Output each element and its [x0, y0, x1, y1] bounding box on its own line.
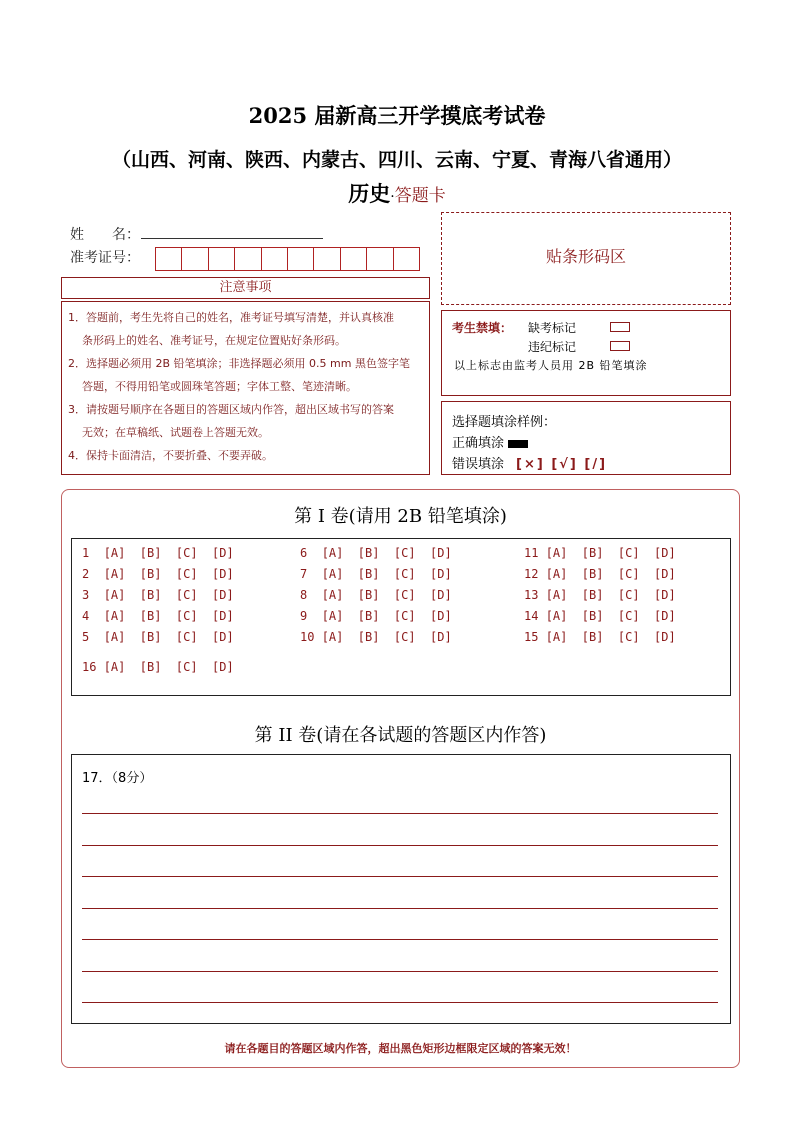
choice-question-4[interactable] — [82, 609, 234, 623]
notice-item: 1．答题前，考生先将自己的姓名，准考证号填写清楚，并认真核准 — [68, 311, 394, 324]
choice-question-1[interactable] — [82, 546, 234, 560]
answer-line[interactable] — [82, 1002, 718, 1003]
question-number: 1 — [82, 546, 104, 560]
question-number: 11 — [524, 546, 546, 560]
fill-sample-title: 选择题填涂样例： — [452, 415, 557, 430]
subject-heading — [0, 178, 794, 208]
answer-options[interactable]: [A] [B] [C] [D] — [103, 660, 234, 674]
notice-item: 3．请按题号顺序在各题目的答题区域内作答，超出区域书写的答案 — [68, 403, 394, 416]
answer-options[interactable]: [A] [B] [C] [D] — [321, 630, 452, 644]
answer-options[interactable]: [A] [B] [C] [D] — [321, 567, 452, 581]
choice-question-7[interactable] — [300, 567, 452, 581]
question-number: 7 — [300, 567, 322, 581]
question-number: 4 — [82, 609, 104, 623]
notice-item: 4．保持卡面清洁，不要折叠、不要弄破。 — [68, 449, 273, 462]
answer-options[interactable]: [A] [B] [C] [D] — [103, 609, 234, 623]
answer-options[interactable]: [A] [B] [C] [D] — [103, 546, 234, 560]
proctor-note: 以上标志由监考人员用 2B 铅笔填涂 — [454, 359, 648, 372]
answer-options[interactable]: [A] [B] [C] [D] — [103, 567, 234, 581]
id-digit-box[interactable] — [209, 248, 235, 270]
footer-warning: 请在各题目的答题区域内作答，超出黑色矩形边框限定区域的答案无效！ — [224, 1042, 577, 1055]
answer-options[interactable]: [A] [B] [C] [D] — [103, 588, 234, 602]
answer-line[interactable] — [82, 971, 718, 972]
question-number: 9 — [300, 609, 322, 623]
filled-mark-icon — [508, 440, 528, 448]
answer-card-label: 答题卡 — [394, 186, 446, 206]
answer-options[interactable]: [A] [B] [C] [D] — [545, 630, 676, 644]
notice-item: 答题，不得用铅笔或圆珠笔答题；字体工整、笔迹清晰。 — [82, 380, 357, 393]
section-1-title: 第 I 卷(请用 2B 铅笔填涂) — [294, 506, 507, 527]
id-digit-box[interactable] — [288, 248, 314, 270]
choice-question-8[interactable] — [300, 588, 452, 602]
id-digit-box[interactable] — [341, 248, 367, 270]
choice-question-10[interactable] — [300, 630, 452, 644]
question-number: 2 — [82, 567, 104, 581]
id-digit-box[interactable] — [394, 248, 419, 270]
page-title: 2025 届新高三开学摸底考试卷 — [248, 103, 546, 128]
choice-question-13[interactable] — [524, 588, 676, 602]
choice-question-5[interactable] — [82, 630, 234, 644]
answer-line[interactable] — [82, 876, 718, 877]
answer-options[interactable]: [A] [B] [C] [D] — [321, 588, 452, 602]
answer-line[interactable] — [82, 939, 718, 940]
correct-fill-label: 正确填涂 — [452, 436, 505, 451]
barcode-area: 贴条形码区 — [441, 212, 731, 305]
fill-sample-box — [441, 401, 731, 475]
choice-question-3[interactable] — [82, 588, 234, 602]
answer-options[interactable]: [A] [B] [C] [D] — [545, 546, 676, 560]
absent-mark-label: 缺考标记 — [528, 321, 577, 335]
notice-title: 注意事项 — [61, 277, 430, 299]
page-subtitle: （山西、河南、陕西、内蒙古、四川、云南、宁夏、青海八省通用） — [111, 149, 682, 171]
choice-question-16[interactable] — [82, 660, 234, 674]
answer-options[interactable]: [A] [B] [C] [D] — [545, 588, 676, 602]
question-number: 13 — [524, 588, 546, 602]
answer-options[interactable]: [A] [B] [C] [D] — [545, 567, 676, 581]
question-17-label: 17．（8分） — [82, 771, 153, 786]
id-digit-box[interactable] — [156, 248, 182, 270]
notice-list — [61, 301, 430, 475]
question-number: 10 — [300, 630, 322, 644]
choice-question-6[interactable] — [300, 546, 452, 560]
violation-mark-box[interactable] — [610, 341, 630, 351]
question-number: 14 — [524, 609, 546, 623]
choice-question-9[interactable] — [300, 609, 452, 623]
choice-question-15[interactable] — [524, 630, 676, 644]
id-digit-box[interactable] — [262, 248, 288, 270]
wrong-fill-marks: [×] [√] [/] — [516, 457, 608, 472]
id-digit-box[interactable] — [367, 248, 393, 270]
answer-line[interactable] — [82, 845, 718, 846]
question-number: 3 — [82, 588, 104, 602]
absent-mark-box[interactable] — [610, 322, 630, 332]
id-digit-box[interactable] — [182, 248, 208, 270]
choice-question-12[interactable] — [524, 567, 676, 581]
essay-answer-box[interactable] — [71, 754, 731, 1024]
exam-id-label: 准考证号： — [70, 250, 140, 266]
question-number: 12 — [524, 567, 546, 581]
question-number: 15 — [524, 630, 546, 644]
section-2-title: 第 II 卷(请在各试题的答题区内作答) — [254, 725, 547, 746]
proctor-only-label: 考生禁填： — [452, 321, 513, 335]
answer-line[interactable] — [82, 813, 718, 814]
notice-item: 条形码上的姓名、准考证号，在规定位置贴好条形码。 — [82, 334, 346, 347]
name-field[interactable] — [141, 238, 323, 239]
wrong-fill-label: 错误填涂 — [452, 457, 505, 472]
answer-options[interactable]: [A] [B] [C] [D] — [545, 609, 676, 623]
notice-item: 2．选择题必须用 2B 铅笔填涂；非选择题必须用 0.5 mm 黑色签字笔 — [68, 357, 410, 370]
choice-question-2[interactable] — [82, 567, 234, 581]
id-digit-box[interactable] — [235, 248, 261, 270]
notice-item: 无效；在草稿纸、试题卷上答题无效。 — [82, 426, 269, 439]
question-number: 5 — [82, 630, 104, 644]
answer-options[interactable]: [A] [B] [C] [D] — [321, 609, 452, 623]
choice-question-14[interactable] — [524, 609, 676, 623]
answer-options[interactable]: [A] [B] [C] [D] — [321, 546, 452, 560]
subject-name: 历史 — [348, 181, 391, 206]
choice-question-11[interactable] — [524, 546, 676, 560]
choice-grid — [71, 538, 731, 696]
question-number: 8 — [300, 588, 322, 602]
name-label: 姓 名： — [70, 227, 140, 243]
question-number: 16 — [82, 660, 104, 674]
answer-options[interactable]: [A] [B] [C] [D] — [103, 630, 234, 644]
answer-line[interactable] — [82, 908, 718, 909]
violation-mark-label: 违纪标记 — [528, 340, 577, 354]
subject-dot: · — [390, 189, 395, 205]
exam-id-boxes[interactable] — [155, 247, 420, 271]
proctor-only-box — [441, 310, 731, 396]
question-number: 6 — [300, 546, 322, 560]
id-digit-box[interactable] — [314, 248, 340, 270]
